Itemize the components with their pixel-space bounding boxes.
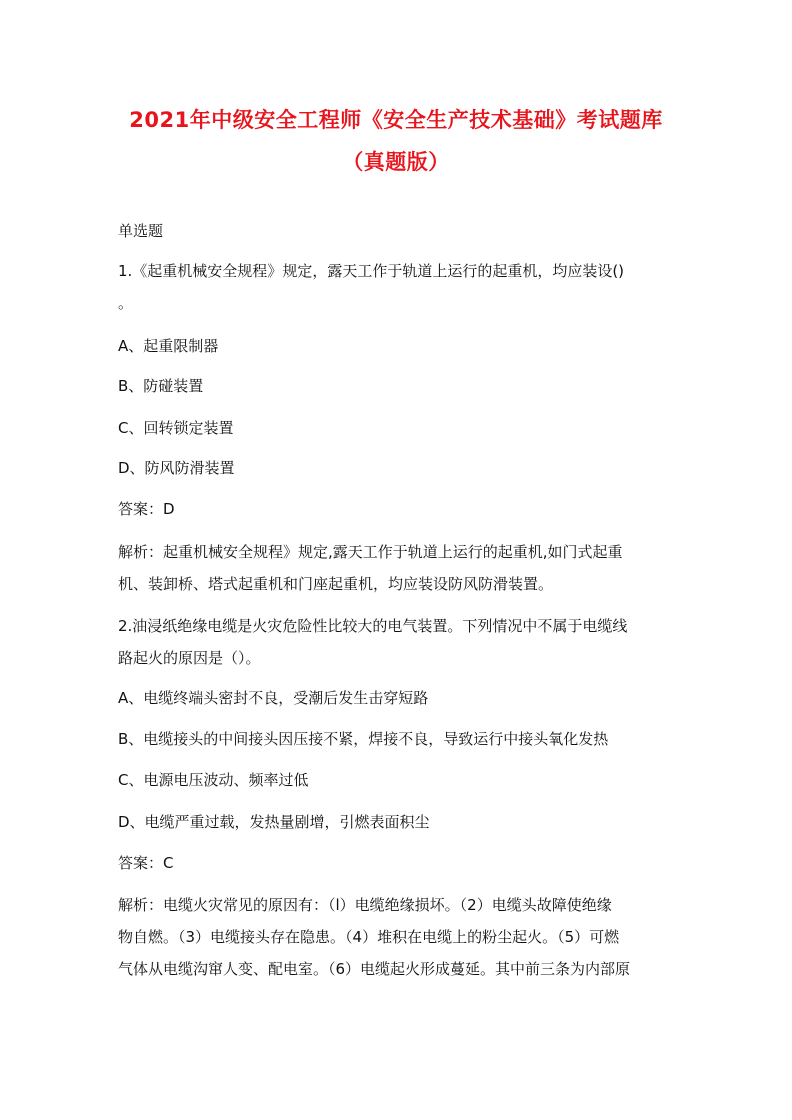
question-1-option-d: D、防风防滑装置 xyxy=(118,459,235,477)
question-2-analysis-line-2: 物自燃。（3）电缆接头存在隐患。（4）堆积在电缆上的粉尘起火。（5）可燃 xyxy=(118,928,620,946)
question-1-stem-cont: 。 xyxy=(118,294,134,312)
question-2-stem: 2.油浸纸绝缘电缆是火灾危险性比较大的电气装置。下列情况中不属于电缆线 xyxy=(118,617,628,635)
question-1-analysis-line-1: 解析：起重机械安全规程》规定,露天工作于轨道上运行的起重机,如门式起重 xyxy=(118,543,623,561)
question-1-analysis-line-2: 机、装卸桥、塔式起重机和门座起重机，均应装设防风防滑装置。 xyxy=(118,575,554,593)
question-2-answer: 答案：C xyxy=(118,854,174,872)
question-2-option-b: B、电缆接头的中间接头因压接不紧，焊接不良，导致运行中接头氧化发热 xyxy=(118,730,609,748)
question-2-option-d: D、电缆严重过载，发热量剧增，引燃表面积尘 xyxy=(118,813,430,831)
document-title: 2021年中级安全工程师《安全生产技术基础》考试题库 xyxy=(129,108,663,132)
question-2-option-c: C、电源电压波动、频率过低 xyxy=(118,771,309,789)
question-1-option-c: C、回转锁定装置 xyxy=(118,419,234,437)
question-2-analysis-line-3: 气体从电缆沟窜人变、配电室。（6）电缆起火形成蔓延。其中前三条为内部原 xyxy=(118,960,631,978)
question-1-option-a: A、起重限制器 xyxy=(118,337,219,355)
section-label: 单选题 xyxy=(118,222,164,240)
question-2-option-a: A、电缆终端头密封不良，受潮后发生击穿短路 xyxy=(118,689,429,707)
question-2-stem-cont: 路起火的原因是（）。 xyxy=(118,649,261,667)
question-1-stem: 1.《起重机械安全规程》规定，露天工作于轨道上运行的起重机，均应装设() xyxy=(118,262,625,280)
question-2-analysis-line-1: 解析：电缆火灾常见的原因有：（l）电缆绝缘损坏。（2）电缆头故障使绝缘 xyxy=(118,896,612,914)
question-1-option-b: B、防碰装置 xyxy=(118,377,204,395)
document-subtitle: （真题版） xyxy=(342,150,450,174)
question-1-answer: 答案：D xyxy=(118,500,175,518)
